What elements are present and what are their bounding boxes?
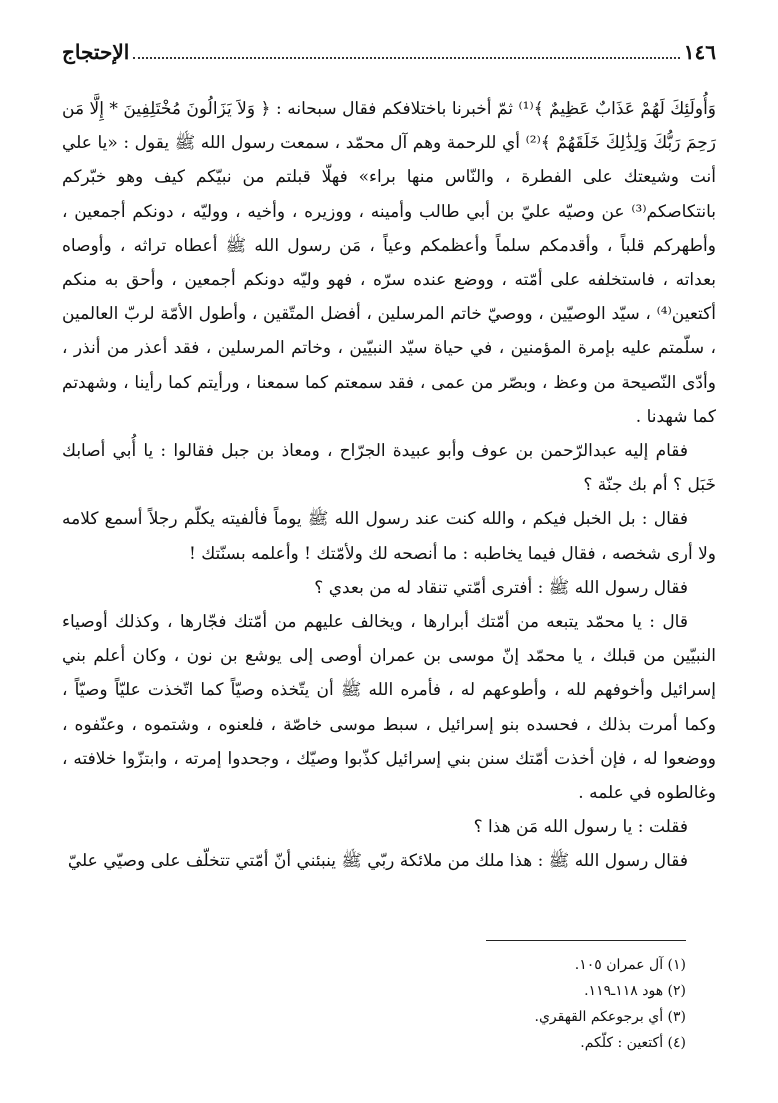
paragraph-4: فقال رسول الله ﷺ : أفترى أمّتي تنقاد له من بعدي ؟ (314, 577, 688, 598)
paragraph-6: فقلت : يا رسول الله مَن هذا ؟ (473, 817, 688, 838)
paragraph-5: قال : يا محمّد يتبعه من أمّتك أبرارها ، ويخالف عليهم من أمّتك فجّارها ، وكذلك أوصياء النبيّين من قبلك ، يا محمّد إنّ موسى بن عمران أوصى إلى يوشع بن نون ، وكان أعلم بني إسرائيل وأخوفهم لله ، وأطوعهم له ، فأمره الله ﷺ أن يتّخذه وصيّاً كما اتّخذت عليّاً وصيّاً ، وكما أمرت بذلك ، فحسده بنو إسرائيل ، سبط موسى خاصّة ، فلعنوه ، وشتموه ، وعنّفوه ، ووضعوا له ، فإن أخذت أمّتك سنن بني إسرائيل كذّبوا وصيّك ، وجحدوا إمرته ، وابتزّوا خلافته ، وغالطوه في علمه . (62, 612, 716, 804)
footnote-3: (٣) أي برجوعكم القهقري. (534, 1009, 686, 1025)
page-header (62, 40, 716, 70)
footnote-separator (486, 940, 686, 941)
paragraph-2: فقام إليه عبدالرّحمن بن عوف وأبو عبيدة الجرّاح ، ومعاذ بن جبل فقالوا : يا أُبي أصابك خَبَل ؟ أم بك جنّة ؟ (62, 441, 716, 496)
header-leader-dots (133, 43, 679, 59)
paragraph-3: فقال : بل الخبل فيكم ، والله كنت عند رسول الله ﷺ يوماً فألفيته يكلّم رجلاً أسمع كلامه ولا أرى شخصه ، فقال فيما يخاطبه : ما أنصحه لك ولأمّتك ! وأعلمه بسنّتك ! (62, 509, 716, 564)
chapter-title: الإحتجاج (62, 40, 130, 64)
paragraph-1: وَأُولَئِكَ لَهُمْ عَذَابٌ عَظِيمٌ ﴾⁽¹⁾ ثمّ أخبرنا باختلافكم فقال سبحانه : ﴿ وَلاَ يَزَالُونَ مُخْتَلِفِينَ * إِلَّا مَن رَحِمَ رَبُّكَ وَلِذَٰلِكَ خَلَقَهُمْ ﴾⁽²⁾ أي للرحمة وهم آل محمّد ، سمعت رسول الله ﷺ يقول : «يا علي أنت وشيعتك على الفطرة ، والنّاس منها براء» فهلّا قبلتم من نبيّكم كيف وهو خبّركم بانتكاصكم⁽³⁾ عن وصيّه عليّ بن أبي طالب وأمينه ، ووزيره ، وأخيه ، ووليّه ، دونكم أجمعين ، وأطهركم قلباً ، وأقدمكم سلماً وأعظمكم وعياً ، مَن رسول الله ﷺ أعطاه تراثه ، وأوصاه بعداته ، فاستخلفه على أمّته ، ووضع عنده سرّه ، فهو وليّه دونكم أجمعين ، وأحق به منكم أكتعين⁽⁴⁾ ، سيّد الوصيّين ، ووصيّ خاتم المرسلين ، أفضل المتّقين ، وأطول الأمّة لربّ العالمين ، سلّمتم عليه بإمرة المؤمنين ، في حياة سيّد النبيّين ، وخاتم المرسلين ، فقد أعذر من أنذر ، وأدّى النّصيحة من وعظ ، وبصّر من عمى ، فقد سمعتم كما سمعنا ، ورأيتم كما رأينا ، وشهدتم كما شهدنا . (62, 99, 717, 427)
footnotes (62, 952, 686, 1056)
main-text (62, 92, 716, 879)
page-number: ١٤٦ (683, 40, 716, 64)
footnote-2: (٢) هود ١١٨ـ١١٩. (584, 983, 686, 999)
footnote-4: (٤) أكتعين : كلّكم. (580, 1035, 686, 1051)
paragraph-7: فقال رسول الله ﷺ : هذا ملك من ملائكة ربّي ﷺ ينبئني أنّ أمّتي تتخلّف على وصيّي عليّ (67, 851, 688, 872)
footnote-1: (١) آل عمران ١٠٥. (574, 957, 686, 973)
